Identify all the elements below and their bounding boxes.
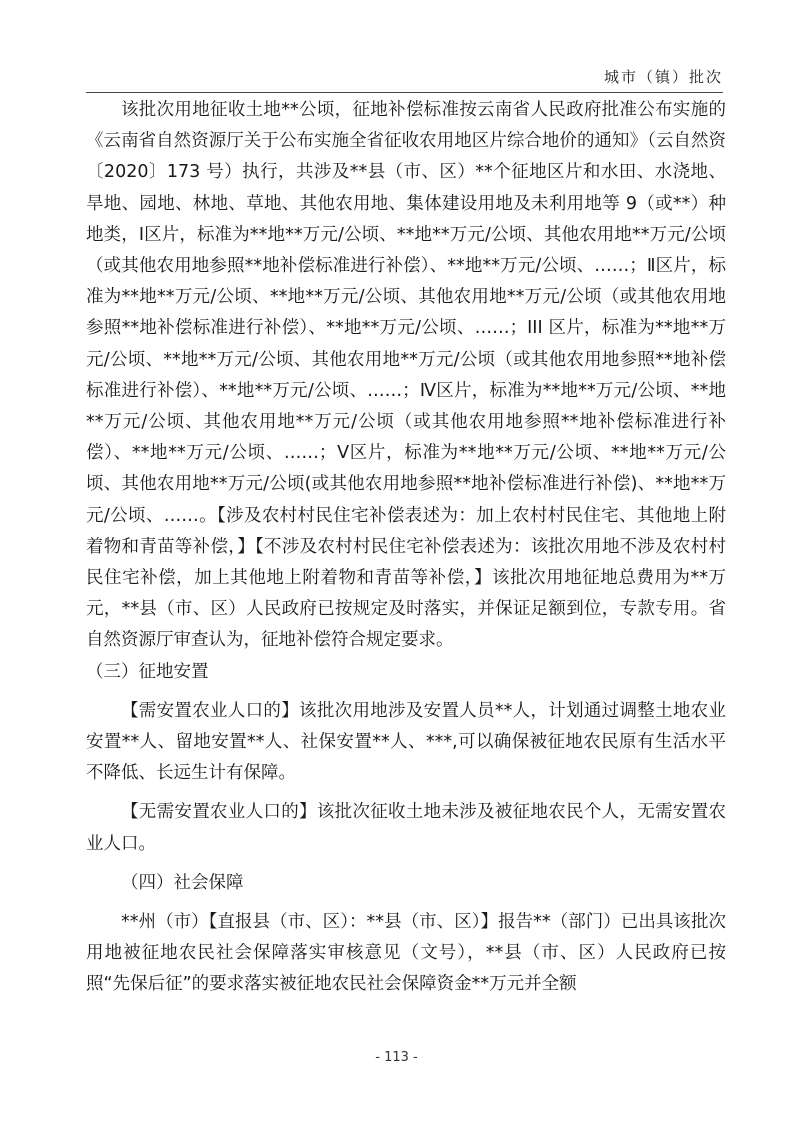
page-number: - 113 - [375, 1050, 418, 1065]
paragraph-resettlement-not-needed: 【无需安置农业人口的】该批次征收土地未涉及被征地农民个人，无需安置农业人口。 [86, 802, 726, 854]
paragraph-social-security: **州（市）【直报县（市、区）：**县（市、区）】报告**（部门）已出具该批次用地被征地农民社会保障落实审核意见（文号），**县（市、区）人民政府已按照“先保后征”的要求落实被征地农民社会保障资金**万元并全额 [86, 912, 726, 995]
section-heading-resettlement: （三）征地安置 [86, 661, 209, 682]
section-heading-social-security: （四）社会保障 [121, 872, 244, 893]
document-body [86, 95, 726, 1001]
header-rule [86, 92, 723, 93]
running-header: 城市（镇）批次 [603, 68, 723, 86]
paragraph-compensation: 该批次用地征收土地**公顷，征地补偿标准按云南省人民政府批准公布实施的《云南省自然资源厅关于公布实施全省征收农用地区片综合地价的通知》（云自然资〔2020〕173 号）执行，共涉及**县（市、区）**个征地区片和水田、水浇地、旱地、园地、林地、草地、其他农用地、集体建设用地及未利用地等 9（或**）种地类，Ⅰ区片，标准为**地**万元/公顷、**地**万元/公顷、其他农用地**万元/公顷（或其他农用地参照**地补偿标准进行补偿）、**地**万元/公顷、……；Ⅱ区片，标准为**地**万元/公顷、**地**万元/公顷、其他农用地**万元/公顷（或其他农用地参照**地补偿标准进行补偿）、**地**万元/公顷、……；III 区片，标准为**地**万元/公顷、**地**万元/公顷、其他农用地**万元/公顷（或其他农用地参照**地补偿标准进行补偿）、**地**万元/公顷、……；Ⅳ区片，标准为**地**万元/公顷、**地**万元/公顷、其他农用地**万元/公顷（或其他农用地参照**地补偿标准进行补偿）、**地**万元/公顷、……；Ⅴ区片，标准为**地**万元/公顷、**地**万元/公顷、其他农用地**万元/公顷(或其他农用地参照**地补偿标准进行补偿)、**地**万元/公顷、……。【涉及农村村民住宅补偿表述为：加上农村村民住宅、其他地上附着物和青苗等补偿，】【不涉及农村村民住宅补偿表述为：该批次用地不涉及农村村民住宅补偿，加上其他地上附着物和青苗等补偿，】该批次用地征地总费用为**万元，**县（市、区）人民政府已按规定及时落实，并保证足额到位，专款专用。省自然资源厅审查认为，征地补偿符合规定要求。 [86, 100, 726, 651]
paragraph-resettlement-needed: 【需安置农业人口的】该批次用地涉及安置人员**人，计划通过调整土地农业安置**人、留地安置**人、社保安置**人、***,可以确保被征地农民原有生活水平不降低、长远生计有保障。 [86, 700, 726, 784]
